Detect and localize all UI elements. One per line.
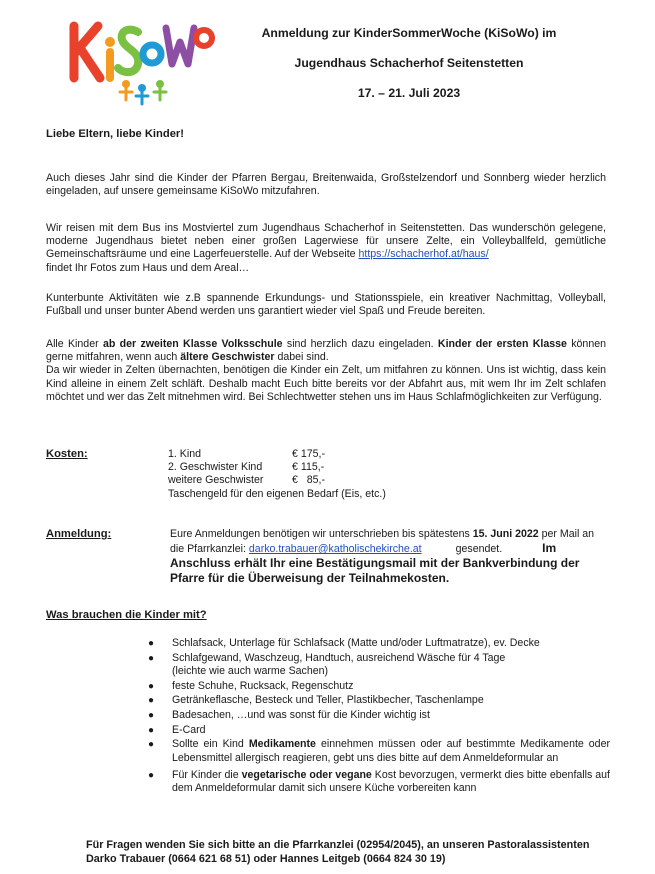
eligibility-second-class: ab der zweiten Klasse Volksschule: [102, 338, 283, 350]
travel-text-body: Wir reisen mit dem Bus ins Mostviertel zum Jugendhaus Schacherhof in Seitenstetten. Das wunderschön gelegene, moderne Jugendhaus bietet neben einer großen Lagerwiese für unsere Zelte, ein Volleyballfeld, gemütliche Gemeinschaftsräume und eine Lagerfeuerstelle. Auf der Webseite: [46, 222, 606, 261]
eligibility-part-2: sind herzlich dazu eingeladen.: [282, 338, 438, 350]
medication-text: [172, 738, 610, 764]
activities-text: Kunterbunte Aktivitäten wie z.B spannende Erkundungs- und Stationsspiele, ein kreativer Nachmittag, Volleyball, Fußball und unser bunter Abend werden uns garantiert wieder viel Spaß und Freude bereiten.: [46, 292, 606, 318]
list-item-text: Schlafsack, Unterlage für Schlafsack (Matte und/oder Luftmatratze), ev. Decke: [172, 637, 540, 649]
list-item: [148, 724, 610, 737]
tents-text: Da wir wieder in Zelten übernachten, benötigen die Kinder ein Zelt, um mitfahren zu können. Uns ist wichtig, dass kein Kind alleine in einem Zelt schläft. Deshalb macht Euch bitte bereits vor der Abfahrt aus, mit wem Ihr im Zelt schlafen möchtet und wer das Zelt mitnehmen wird. Bei Schlechtwetter stehen uns im Haus Schlafmöglichkeiten zur Verfügung.: [46, 364, 606, 403]
diet-text: [172, 769, 610, 795]
packing-label: Was brauchen die Kinder mit?: [46, 609, 207, 621]
registration-email-link[interactable]: darko.trabauer@katholischekirche.at: [248, 543, 422, 556]
intro-paragraph: [46, 172, 606, 198]
eligibility-part-4: dabei sind.: [274, 351, 329, 364]
eligibility-older-siblings: ältere Geschwister: [180, 351, 275, 364]
registration-body: [170, 528, 608, 556]
cost-price: € 115,-: [292, 461, 325, 474]
list-item-text: feste Schuhe, Rucksack, Regenschutz: [172, 679, 354, 692]
bullet-icon: ●: [148, 769, 155, 781]
list-item: [148, 680, 610, 693]
cost-item: 2. Geschwister Kind: [168, 461, 263, 474]
registration-confirmation-start: Im: [542, 541, 557, 556]
registration-label: Anmeldung:: [46, 528, 112, 540]
bullet-icon: ●: [148, 710, 155, 722]
bullet-icon: ●: [148, 638, 155, 649]
document-header: [228, 18, 590, 108]
schacherhof-link[interactable]: https://schacherhof.at/haus/: [358, 248, 489, 261]
packing-list: [148, 637, 610, 797]
bullet-icon: ●: [148, 695, 155, 707]
activities-paragraph: [46, 292, 606, 318]
bullet-icon: ●: [148, 652, 155, 664]
bullet-icon: ●: [148, 724, 155, 736]
list-item-text: E-Card: [172, 723, 206, 736]
costs-label: Kosten:: [46, 448, 88, 460]
kisowo-logo-graphic: [68, 8, 216, 108]
diet-bold: vegetarische oder vegane: [241, 768, 372, 781]
kisowo-logo: [68, 8, 216, 108]
registration-part-3: gesendet.: [455, 543, 503, 556]
cost-item: weitere Geschwister: [168, 474, 264, 487]
list-item: [148, 652, 610, 678]
pocket-money-note: Taschengeld für den eigenen Bedarf (Eis, etc.): [168, 487, 386, 500]
eligibility-part-1: Alle Kinder: [46, 338, 103, 350]
list-item-diet: [148, 769, 610, 795]
footer-line-1: Für Fragen wenden Sie sich bitte an die Pfarrkanzlei (02954/2045), an unseren Pastoralassistenten: [86, 839, 590, 851]
eligibility-part-3: können gerne mitfahren, wenn auch: [46, 338, 606, 364]
header-title-line-2: Jugendhaus Schacherhof Seitenstetten: [294, 56, 524, 70]
bullet-icon: ●: [148, 739, 155, 751]
registration-text: [170, 528, 608, 586]
travel-text-after: findet Ihr Fotos zum Haus und dem Areal…: [46, 261, 250, 274]
cost-item: 1. Kind: [168, 448, 201, 460]
contact-footer: [86, 838, 626, 866]
bullet-icon: ●: [148, 680, 155, 692]
costs-table: [168, 448, 386, 501]
cost-row: [168, 461, 386, 474]
eligibility-paragraph: [46, 338, 606, 404]
list-item: [148, 709, 610, 722]
medication-bold: Medikamente: [248, 738, 316, 751]
registration-part-2: per Mail an die Pfarrkanzlei:: [170, 528, 595, 556]
cost-row: [168, 474, 386, 487]
list-item: [148, 637, 610, 650]
cost-price: € 85,-: [292, 474, 325, 487]
medication-part-1: Sollte ein Kind: [172, 738, 249, 751]
list-item-text: Getränkeflasche, Besteck und Teller, Plastikbecher, Taschenlampe: [172, 694, 484, 707]
list-item: [148, 694, 610, 707]
eligibility-first-class: Kinder der ersten Klasse: [437, 338, 567, 350]
list-item-text: Badesachen, …und was sonst für die Kinder wichtig ist: [172, 709, 430, 722]
cost-row: [168, 448, 386, 461]
registration-confirmation: Anschluss erhält Ihr eine Bestätigungsmail mit der Bankverbindung der Pfarre für die Überweisung der Teilnahmekosten.: [170, 556, 580, 586]
cost-price: € 175,-: [292, 448, 325, 460]
medication-part-2: einnehmen müssen oder auf bestimmte Medikamente oder Lebensmittel allergisch reagieren, gebt uns dies bitte auf dem Anmeldeformular an: [172, 738, 610, 764]
registration-part-1: Eure Anmeldungen benötigen wir unterschrieben bis spätestens: [170, 528, 473, 540]
greeting: Liebe Eltern, liebe Kinder!: [46, 128, 185, 140]
registration-deadline: 15. Juni 2022: [472, 528, 539, 540]
footer-line-2: Darko Trabauer (0664 621 68 51) oder Hannes Leitgeb (0664 824 30 19): [86, 853, 446, 865]
header-title-line-1: Anmeldung zur KinderSommerWoche (KiSoWo) im: [261, 26, 557, 40]
diet-part-1: Für Kinder die: [172, 768, 242, 781]
list-item-text: Schlafgewand, Waschzeug, Handtuch, ausreichend Wäsche für 4 Tage (leichte wie auch warme Sachen): [172, 651, 506, 677]
header-date: 17. – 21. Juli 2023: [357, 86, 461, 100]
eligibility-text: [46, 338, 606, 364]
diet-part-2: Kost bevorzugen, vermerkt dies bitte ebenfalls auf dem Anmeldeformular damit sich unsere Küche vorbereiten kann: [172, 768, 611, 795]
travel-text: [46, 222, 606, 275]
intro-text: Auch dieses Jahr sind die Kinder der Pfarren Bergau, Breitenwaida, Großstelzendorf und Sonnberg wieder herzlich eingeladen, auf unsere gemeinsame KiSoWo mitzufahren.: [46, 172, 606, 198]
list-item-medication: [148, 738, 610, 764]
travel-paragraph: [46, 222, 606, 275]
